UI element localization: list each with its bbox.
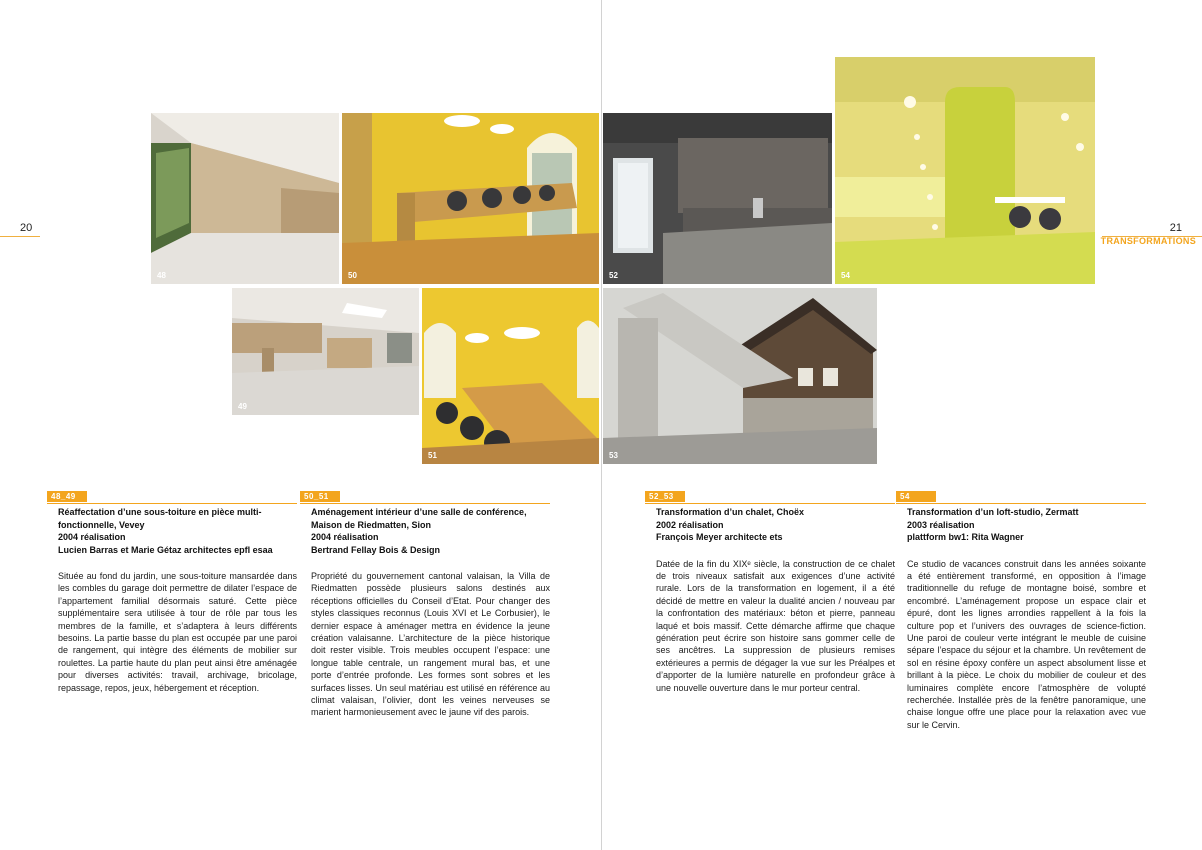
article-authors: Lucien Barras et Marie Gétaz architectes epfl esaa xyxy=(58,544,273,555)
article-title: Transformation d’un chalet, Choëx xyxy=(656,507,805,517)
article-title: Transformation d’un loft-studio, Zermatt xyxy=(907,507,1079,517)
left-rule xyxy=(0,236,40,237)
article-authors: plattform bw1: Rita Wagner xyxy=(907,532,1024,542)
article-50-51 xyxy=(300,486,550,719)
photo-51 xyxy=(422,288,599,464)
photo-number: 52 xyxy=(609,271,618,280)
photo-52 xyxy=(603,113,832,284)
article-title: Aménagement intérieur d’une salle de conférence, Maison de Riedmatten, Sion xyxy=(311,507,527,530)
article-52-53 xyxy=(645,486,895,694)
photo-number: 54 xyxy=(841,271,850,280)
article-year: 2002 réalisation xyxy=(656,519,724,530)
photo-number: 53 xyxy=(609,451,618,460)
article-48-49 xyxy=(47,486,297,694)
tag-rule xyxy=(896,503,1146,504)
article-tag: 48_49 xyxy=(47,491,87,502)
photo-54 xyxy=(835,57,1095,284)
photo-53 xyxy=(603,288,877,464)
photo-48 xyxy=(151,113,339,284)
article-year: 2004 réalisation xyxy=(311,532,379,542)
article-54 xyxy=(896,486,1146,731)
tag-rule xyxy=(47,503,297,504)
photo-number: 48 xyxy=(157,271,166,280)
article-authors: François Meyer architecte ets xyxy=(656,532,783,542)
article-body: Propriété du gouvernement cantonal valaisan, la Villa de Riedmatten possède plusieurs salons destinés aux réceptions officielles du Conseil d’Etat. Pour changer des styles classiques reconnus (Louis XVI et Le Corbusier), le dernier espace à aménager mettra en évidence la jeune création valaisanne. L’architecture de la pièce historique doit rester visible. Trois meubles occupent l’espace: une longue table centrale, un rangement mural bas, et une porte d’entrée profonde. Les formes sont sobres et les surfaces lisses. Un seul matériau est utilisé en référence au climat valaisan, l’olivier, dont les veines nerveuses se marient harmonieusement avec le jaune vif des parois. xyxy=(311,571,550,718)
article-body: Ce studio de vacances construit dans les années soixante a été entièrement transformé, en opposition à l’image traditionnelle du refuge de montagne boisé, sombre et encombré. L’aménagement propose un espace clair et épuré, dont les lignes arrondies rappellent à la fois la culture pop et l’univers des ouvrages de science-fiction. Une paroi de couleur verte intégrant le meuble de cuisine sépare l’espace du séjour et la chambre. Un revêtement de sol en résine époxy confère un aspect absolument lisse et brillant à la pièce. Le choix du mobilier de couleur et des luminaires complète encore l’atmosphère de volupté recherchée. Installée près de la fenêtre panoramique, une chaise longue offre une place pour la relaxation avec vue sur le Cervin. xyxy=(907,558,1146,730)
article-tag: 50_51 xyxy=(300,491,340,502)
tag-rule xyxy=(300,503,550,504)
tag-rule xyxy=(645,503,895,504)
article-year: 2003 réalisation xyxy=(907,519,975,530)
photo-number: 50 xyxy=(348,271,357,280)
article-title: Réaffectation d’une sous-toiture en pièce multi-fonctionnelle, Vevey xyxy=(58,507,262,530)
article-body: Datée de la fin du XIXᵉ siècle, la construction de ce chalet de trois niveaux satisfait aux exigences d’une activité rurale. Lors de la transformation en logement, il a été décidé de mettre en valeur la dualité ancien / nouveau par la confrontation des matériaux: béton et pierre, panneau laqué et bois massif. Cette démarche affirme que chaque génération peut écrire son histoire sans gommer celle de ses ancêtres. La suppression de plusieurs remises extérieures a permis de dégager la vue sur les Préalpes et d’apporter de la lumière naturelle en profondeur grâce à une nouvelle ouverture dans le mur porteur central. xyxy=(656,558,895,693)
article-year: 2004 réalisation xyxy=(58,532,126,542)
article-body: Située au fond du jardin, une sous-toiture mansardée dans les combles du garage doit permettre de dilater l’espace de l’appartement familial désormais saturé. Cette pièce supplémentaire sera utilisée à tour de rôle par tous les membres de la famille, et s’adaptera à leurs différents besoins. La partie basse du plan est occupée par une paroi de rangement, qui intègre des éléments de mobilier sur roulettes. La partie haute du plan peut ainsi être aménagée pour diverses activités: travail, archivage, bricolage, repassage, repos, jeux, hébergement et réception. xyxy=(58,571,297,693)
article-tag: 52_53 xyxy=(645,491,685,502)
article-tag: 54 xyxy=(896,491,936,502)
photo-number: 51 xyxy=(428,451,437,460)
photo-49 xyxy=(232,288,419,415)
photo-50 xyxy=(342,113,599,284)
page-number-left: 20 xyxy=(20,222,33,234)
article-authors: Bertrand Fellay Bois & Design xyxy=(311,544,441,555)
section-label: TRANSFORMATIONS xyxy=(1100,236,1196,246)
page-number-right: 21 xyxy=(1169,222,1182,234)
photo-number: 49 xyxy=(238,402,247,411)
page-spine xyxy=(601,0,602,850)
